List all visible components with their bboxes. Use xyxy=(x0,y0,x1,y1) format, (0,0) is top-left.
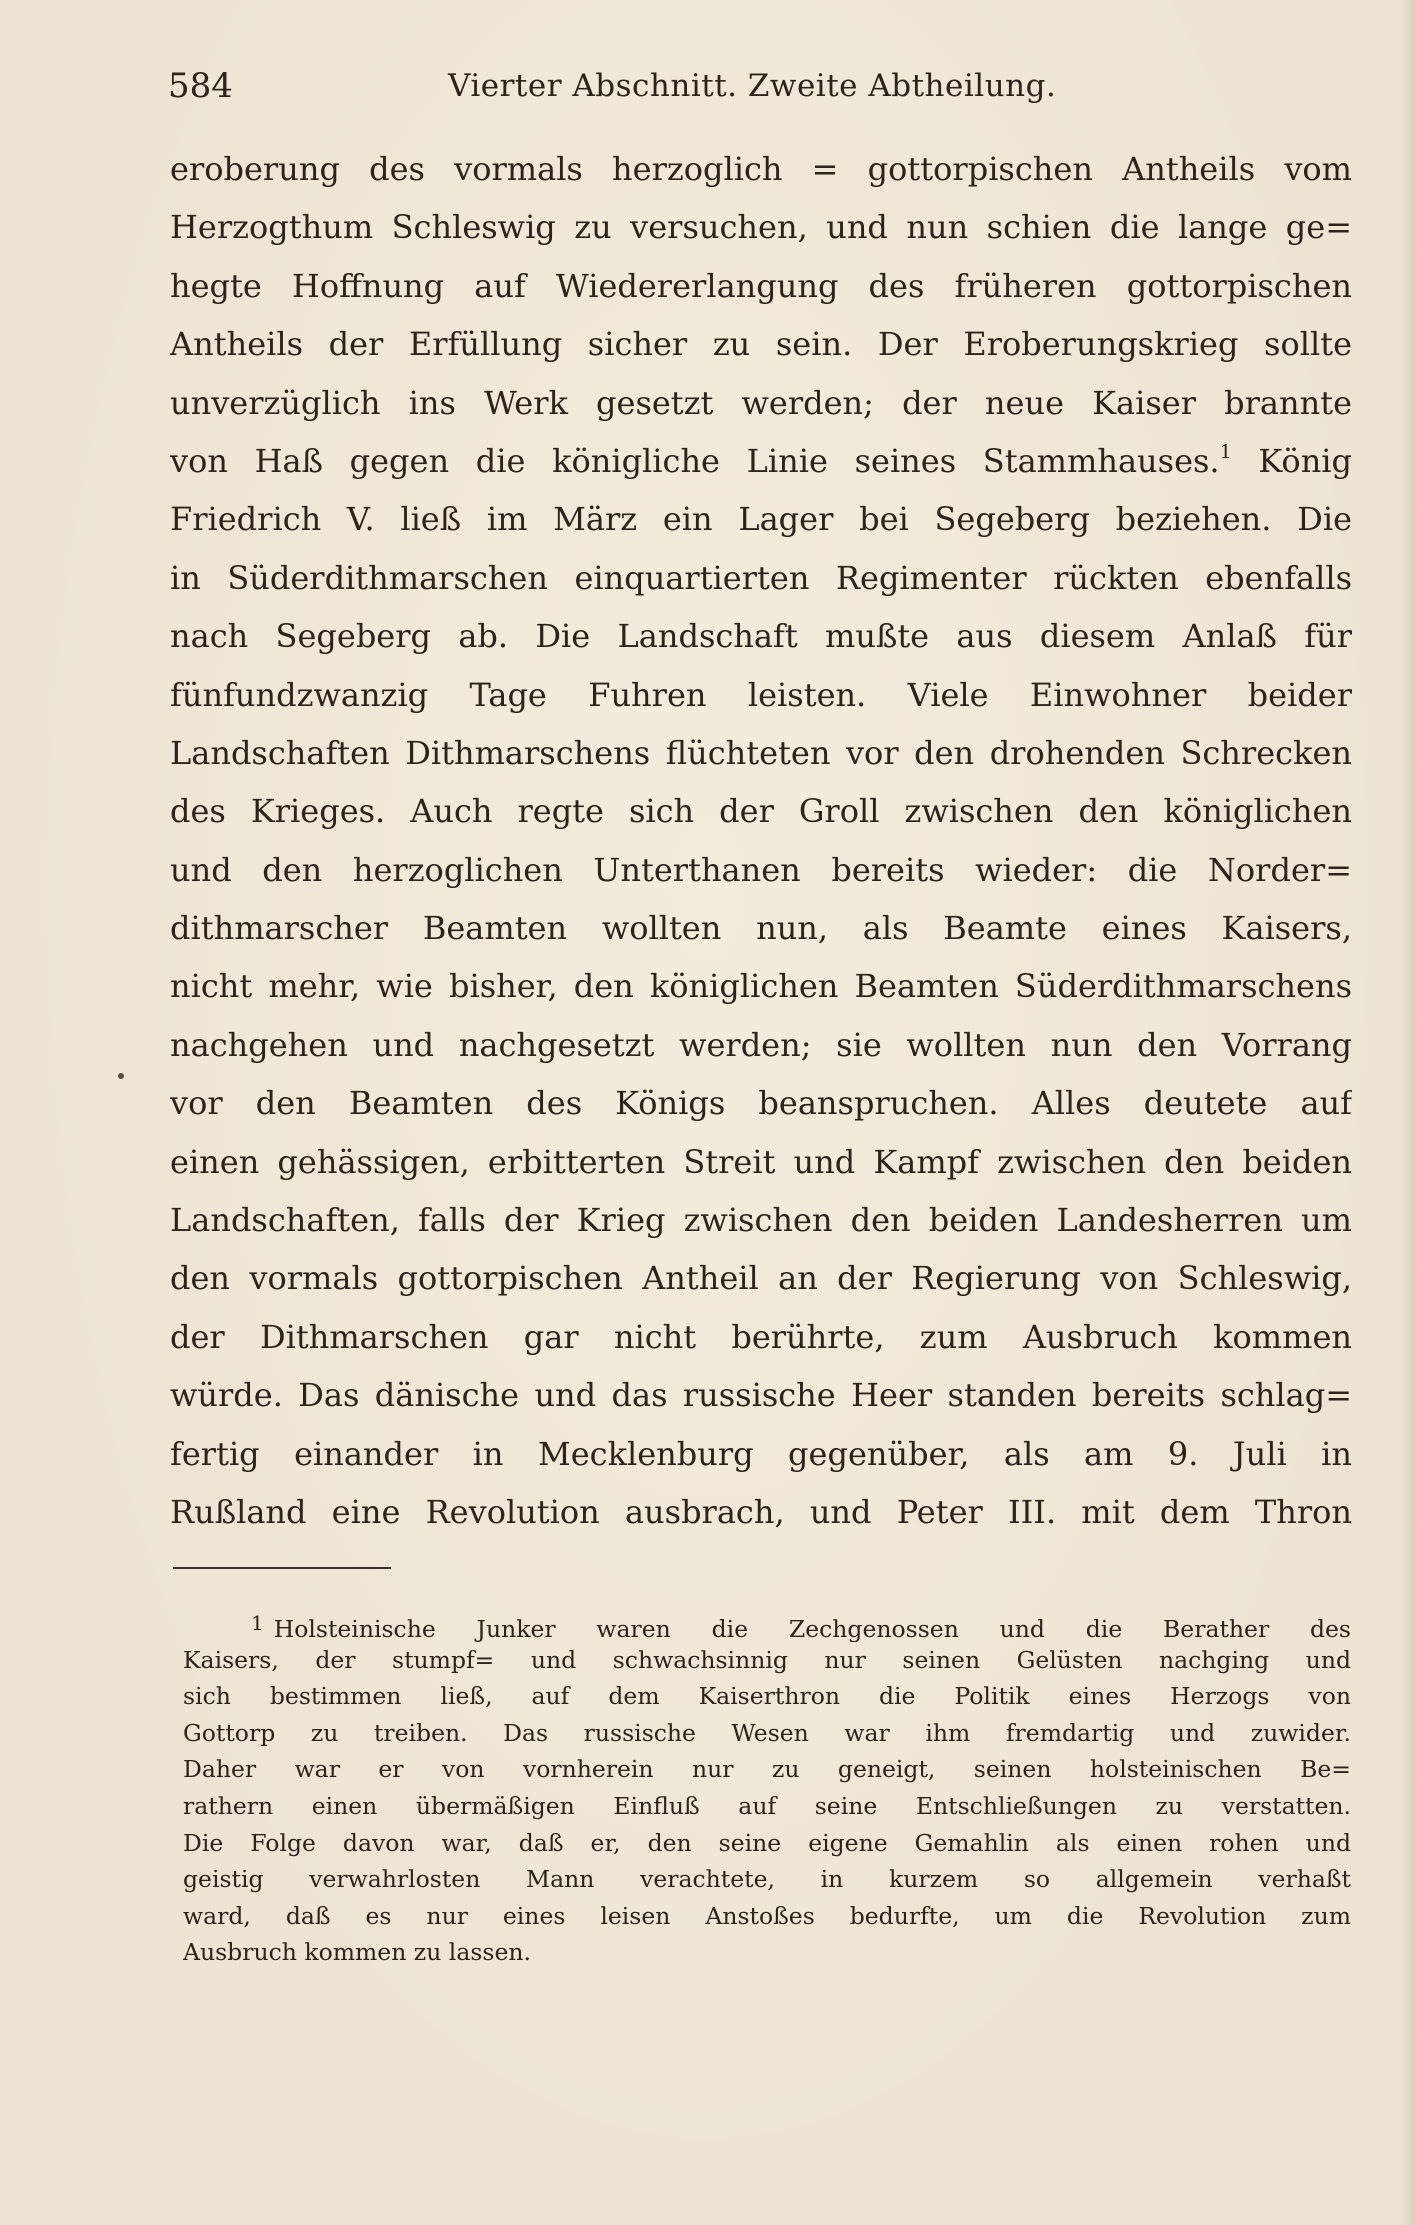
text-fragment: König xyxy=(1258,441,1352,480)
footnote-reference[interactable]: 1 xyxy=(1219,440,1232,463)
text-line: Antheils der Erfüllung sicher zu sein. Der Eroberungskrieg sollte xyxy=(170,325,1352,364)
print-speck xyxy=(118,1073,124,1079)
text-line: hegte Hoffnung auf Wiedererlangung des früheren gottorpischen xyxy=(170,266,1352,305)
running-head xyxy=(168,60,1358,112)
text-line: in Süderdithmarschen einquartierten Regimenter rückten ebenfalls xyxy=(170,558,1352,597)
main-text xyxy=(170,140,1352,1541)
footnote-line xyxy=(183,1605,1351,1642)
text-fragment: Holsteinische Junker waren die Zechgenossen und die Berather des xyxy=(273,1615,1351,1642)
text-line: nachgehen und nachgesetzt werden; sie wollten nun den Vorrang xyxy=(170,1025,1352,1064)
page-edge-shadow xyxy=(1401,0,1415,2225)
footnote-marker: 1 xyxy=(251,1611,264,1635)
footnote-line: ward, daß es nur eines leisen Anstoßes bedurfte, um die Revolution zum xyxy=(183,1901,1351,1930)
footnote-divider xyxy=(173,1567,391,1569)
footnote-line: Daher war er von vornherein nur zu geneigt, seinen holsteinischen Be= xyxy=(183,1755,1351,1784)
footnotes xyxy=(183,1605,1351,1971)
text-fragment: von Haß gegen die königliche Linie seines Stammhauses. xyxy=(170,441,1220,480)
section-title: Vierter Abschnitt. Zweite Abtheilung. xyxy=(448,68,1057,104)
text-line: Herzogthum Schleswig zu versuchen, und nun schien die lange ge= xyxy=(170,208,1352,247)
footnote-line: Kaisers, der stumpf= und schwachsinnig nur seinen Gelüsten nachging und xyxy=(183,1645,1351,1674)
text-line: nicht mehr, wie bisher, den königlichen Beamten Süderdithmarschens xyxy=(170,967,1352,1006)
text-line: den vormals gottorpischen Antheil an der Regierung von Schleswig, xyxy=(170,1259,1352,1298)
text-line: vor den Beamten des Königs beanspruchen. Alles deutete auf xyxy=(170,1084,1352,1123)
footnote-line: sich bestimmen ließ, auf dem Kaiserthron die Politik eines Herzogs von xyxy=(183,1682,1351,1711)
page-number: 584 xyxy=(168,66,233,106)
footnote-line: Gottorp zu treiben. Das russische Wesen war ihm fremdartig und zuwider. xyxy=(183,1718,1351,1747)
text-line: Landschaften, falls der Krieg zwischen den beiden Landesherren um xyxy=(170,1201,1352,1240)
text-line: des Krieges. Auch regte sich der Groll zwischen den königlichen xyxy=(170,792,1352,831)
text-line: und den herzoglichen Unterthanen bereits wieder: die Norder= xyxy=(170,850,1352,889)
text-line: würde. Das dänische und das russische Heer standen bereits schlag= xyxy=(170,1376,1352,1415)
text-line: eroberung des vormals herzoglich = gottorpischen Antheils vom xyxy=(170,150,1352,188)
text-line: der Dithmarschen gar nicht berührte, zum Ausbruch kommen xyxy=(170,1317,1352,1356)
text-line-with-footnote-ref xyxy=(170,432,1352,490)
text-line: fertig einander in Mecklenburg gegenüber, als am 9. Juli in xyxy=(170,1434,1352,1473)
footnote-line: geistig verwahrlosten Mann verachtete, in kurzem so allgemein verhaßt xyxy=(183,1865,1351,1894)
text-line: fünfundzwanzig Tage Fuhren leisten. Viele Einwohner beider xyxy=(170,675,1352,714)
footnote-line: Die Folge davon war, daß er, den seine eigene Gemahlin als einen rohen und xyxy=(183,1828,1351,1857)
text-line: einen gehässigen, erbitterten Streit und Kampf zwischen den beiden xyxy=(170,1142,1352,1181)
text-line: Friedrich V. ließ im März ein Lager bei Segeberg beziehen. Die xyxy=(170,500,1352,539)
text-line: unverzüglich ins Werk gesetzt werden; der neue Kaiser brannte xyxy=(170,383,1352,422)
text-line: Landschaften Dithmarschens flüchteten vor den drohenden Schrecken xyxy=(170,733,1352,772)
text-line: dithmarscher Beamten wollten nun, als Beamte eines Kaisers, xyxy=(170,909,1352,948)
footnote-line: rathern einen übermäßigen Einfluß auf seine Entschließungen zu verstatten. xyxy=(183,1791,1351,1820)
text-line: Rußland eine Revolution ausbrach, und Peter III. mit dem Thron xyxy=(170,1492,1352,1531)
text-line: nach Segeberg ab. Die Landschaft mußte aus diesem Anlaß für xyxy=(170,617,1352,656)
footnote-line: Ausbruch kommen zu lassen. xyxy=(183,1938,531,1967)
